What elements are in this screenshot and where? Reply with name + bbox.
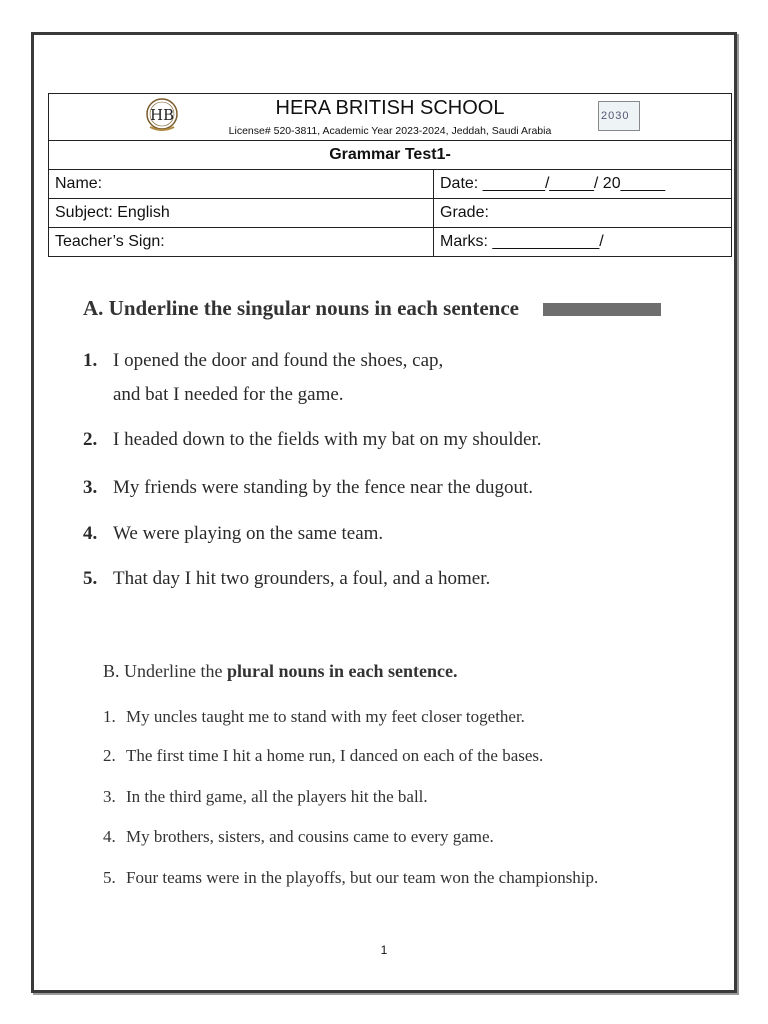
section-b-item: 2. The first time I hit a home run, I danced on each of the bases. xyxy=(103,746,544,765)
section-a-item-continuation: and bat I needed for the game. xyxy=(113,384,344,405)
section-b-item: 5. Four teams were in the playoffs, but our team won the championship. xyxy=(103,868,599,887)
vision-2030-logo-icon: 2030 xyxy=(598,101,640,131)
school-header-cell xyxy=(49,94,732,141)
subject-field: Subject: English xyxy=(49,199,434,228)
license-text: License# 520-3811, Academic Year 2023-2024, Jeddah, Saudi Arabia xyxy=(228,125,552,137)
school-name: HERA BRITISH SCHOOL xyxy=(275,97,505,119)
page-number: 1 xyxy=(380,943,388,957)
section-a-item: 1. I opened the door and found the shoes, cap, xyxy=(83,350,444,371)
section-b-item: 3. In the third game, all the players hit the ball. xyxy=(103,787,428,806)
marks-field: Marks: ____________/ xyxy=(434,228,732,257)
section-b-item: 1. My uncles taught me to stand with my feet closer together. xyxy=(103,707,525,726)
section-a-title: A. Underline the singular nouns in each sentence xyxy=(83,296,519,320)
teacher-sign-field: Teacher’s Sign: xyxy=(49,228,434,257)
section-a-item: 3. My friends were standing by the fence near the dugout. xyxy=(83,477,533,498)
date-field: Date: _______/_____/ 20_____ xyxy=(434,170,732,199)
grade-field: Grade: xyxy=(434,199,732,228)
redaction-bar xyxy=(543,303,661,316)
section-b-item: 4. My brothers, sisters, and cousins came to every game. xyxy=(103,827,494,846)
section-b-title: B. Underline the plural nouns in each sentence. xyxy=(103,661,458,681)
svg-text:HB: HB xyxy=(149,106,175,124)
section-a-item: 5. That day I hit two grounders, a foul, and a homer. xyxy=(83,568,491,589)
test-title: Grammar Test1- xyxy=(49,141,732,170)
section-a-item: 4. We were playing on the same team. xyxy=(83,523,384,544)
name-field: Name: xyxy=(49,170,434,199)
section-a-item: 2. I headed down to the fields with my bat on my shoulder. xyxy=(83,429,542,450)
header-table xyxy=(48,93,732,257)
